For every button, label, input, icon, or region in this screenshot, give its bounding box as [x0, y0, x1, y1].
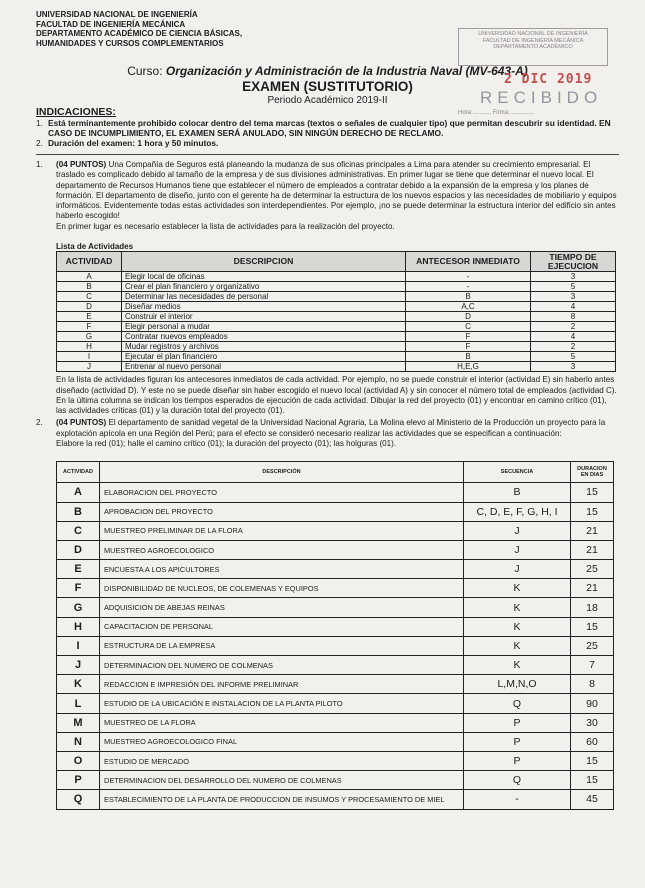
- time-cell: 4: [531, 332, 616, 342]
- time-cell: 2: [531, 342, 616, 352]
- description-cell: ESTUDIO DE MERCADO: [100, 751, 464, 770]
- sequence-cell: J: [464, 521, 571, 540]
- column-header: ACTIVIDAD: [57, 252, 122, 272]
- table-row: [57, 322, 616, 332]
- predecessor-cell: B: [406, 292, 531, 302]
- activity-cell: N: [57, 732, 100, 751]
- duration-cell: 15: [571, 617, 614, 636]
- activity-cell: I: [57, 636, 100, 655]
- question-points: (04 PUNTOS): [56, 160, 107, 169]
- stamp-line: DEPARTAMENTO ACADÉMICO: [493, 44, 573, 50]
- activity-cell: F: [57, 579, 100, 598]
- stamp-recibido: RECIBIDO: [480, 88, 603, 107]
- time-cell: 8: [531, 312, 616, 322]
- sequence-cell: Q: [464, 771, 571, 790]
- question-number: 1.: [36, 160, 43, 169]
- table-row: [57, 312, 616, 322]
- time-cell: 5: [531, 352, 616, 362]
- question-1-explanation: En la lista de actividades figuran los antecesores inmediatos de cada actividad. Por ejemplo, no se puede construir el interior (actividad E) sin haberlo antes diseñado (actividad D). Y este no se puede diseñar sin haber escogido el nuevo local (actividad A) y sin conocer el número total de empleados (actividad C). En la última columna se indican los tiempos esperados de ejecución de cada actividad. Dibujar la red del proyecto (01) y encontrar en camino crítico (01), las actividades críticas (01) y la duración total del proyecto (01).: [56, 375, 617, 416]
- activity-table-1: [56, 251, 616, 372]
- activity-cell: M: [57, 713, 100, 732]
- table-row: [57, 272, 616, 282]
- column-header: DURACION EN DIAS: [571, 462, 614, 483]
- predecessor-cell: C: [406, 322, 531, 332]
- sequence-cell: J: [464, 540, 571, 559]
- activity-list-title: Lista de Actividades: [56, 242, 134, 252]
- activity-cell: H: [57, 617, 100, 636]
- sequence-cell: B: [464, 483, 571, 502]
- description-cell: Entrenar al nuevo personal: [122, 362, 406, 372]
- activity-cell: J: [57, 362, 122, 372]
- table-row: [57, 656, 614, 675]
- activity-table-1-body: [57, 272, 616, 372]
- column-header: DESCRIPCIÓN: [100, 462, 464, 483]
- description-cell: ESTABLECIMIENTO DE LA PLANTA DE PRODUCCION DE INSUMOS Y PROCESAMIENTO DE MIEL: [100, 790, 464, 809]
- table-row: [57, 342, 616, 352]
- duration-cell: 21: [571, 540, 614, 559]
- table-row: [57, 362, 616, 372]
- activity-table-2-body: [57, 483, 614, 809]
- activity-cell: P: [57, 771, 100, 790]
- course-prefix: Curso:: [127, 64, 166, 78]
- time-cell: 2: [531, 322, 616, 332]
- description-cell: ELABORACION DEL PROYECTO: [100, 483, 464, 502]
- activity-cell: E: [57, 560, 100, 579]
- activity-cell: G: [57, 598, 100, 617]
- header-line: UNIVERSIDAD NACIONAL DE INGENIERÍA: [36, 10, 198, 19]
- description-cell: DETERMINACION DEL NUMERO DE COLMENAS: [100, 656, 464, 675]
- table-row: [57, 560, 614, 579]
- table-row: [57, 540, 614, 559]
- description-cell: REDACCION E IMPRESIÓN DEL INFORME PRELIMINAR: [100, 675, 464, 694]
- table-row: [57, 636, 614, 655]
- description-cell: Elegir personal a mudar: [122, 322, 406, 332]
- duration-cell: 15: [571, 483, 614, 502]
- duration-cell: 15: [571, 502, 614, 521]
- question-2: [36, 418, 619, 439]
- table-row: [57, 521, 614, 540]
- duration-cell: 15: [571, 771, 614, 790]
- sequence-cell: K: [464, 579, 571, 598]
- time-cell: 3: [531, 362, 616, 372]
- description-cell: APROBACION DEL PROYECTO: [100, 502, 464, 521]
- table-row: [57, 732, 614, 751]
- question-text: (04 PUNTOS) El departamento de sanidad vegetal de la Universidad Nacional Agraria, La Molina elevo al Ministerio de la Producción un proyecto para la explotación apícola en una Región del Perú; para el efecto se consideró necesario realizar las actividades que se especifican a continuación:: [56, 418, 606, 438]
- sequence-cell: K: [464, 656, 571, 675]
- duration-cell: 60: [571, 732, 614, 751]
- table-row: [57, 352, 616, 362]
- activity-cell: H: [57, 342, 122, 352]
- activity-cell: E: [57, 312, 122, 322]
- table-row: [57, 302, 616, 312]
- sequence-cell: P: [464, 751, 571, 770]
- activity-cell: F: [57, 322, 122, 332]
- duration-cell: 8: [571, 675, 614, 694]
- sequence-cell: Q: [464, 694, 571, 713]
- question-points: (04 PUNTOS): [56, 418, 107, 428]
- column-header: TIEMPO DE EJECUCION: [531, 252, 616, 272]
- sequence-cell: J: [464, 560, 571, 579]
- column-header: ACTIVIDAD: [57, 462, 100, 483]
- duration-cell: 30: [571, 713, 614, 732]
- table-row: [57, 790, 614, 809]
- activity-table-2: [56, 461, 614, 809]
- duration-cell: 45: [571, 790, 614, 809]
- description-cell: Ejecutar el plan financiero: [122, 352, 406, 362]
- time-cell: 3: [531, 272, 616, 282]
- table-row: [57, 579, 614, 598]
- activity-cell: D: [57, 302, 122, 312]
- description-cell: ESTUDIO DE LA UBICACIÓN E INSTALACION DE LA PLANTA PILOTO: [100, 694, 464, 713]
- divider: [36, 154, 619, 155]
- description-cell: Crear el plan financiero y organizativo: [122, 282, 406, 292]
- instruction-text: Duración del examen: 1 hora y 50 minutos.: [48, 138, 219, 148]
- predecessor-cell: -: [406, 282, 531, 292]
- description-cell: Contratar nuevos empleados: [122, 332, 406, 342]
- activity-cell: B: [57, 502, 100, 521]
- table-row: [57, 771, 614, 790]
- duration-cell: 25: [571, 636, 614, 655]
- question-number: 2.: [36, 418, 43, 428]
- sequence-cell: P: [464, 713, 571, 732]
- question-text: (04 PUNTOS) Una Compañía de Seguros está planeando la mudanza de sus oficinas principales a Lima para atender su crecimiento empresarial. El traslado es complicado debido al tamaño de la empresa y de sus divisiones administrativas. En primer lugar se tiene que determinar el nuevo local. El departamento de Recursos Humanos tiene que establecer el número de empleados a contratar debido a la expansión de la empresa y los planes de formación. El departamento de diseño, junto con el gerente ha de determinar la estructura de los nuevos espacios y las necesidades de mobiliario y equipos informáticos. Evidentemente todas estas actividades son interdependientes. Por ejemplo, ¡no se puede determinar la estructura interior del edificio sin antes haberlo escogido!: [56, 160, 617, 221]
- predecessor-cell: A,C: [406, 302, 531, 312]
- instruction-item: 2. Duración del examen: 1 hora y 50 minutos.: [36, 138, 219, 148]
- column-header: ANTECESOR INMEDIATO: [406, 252, 531, 272]
- table-row: [57, 282, 616, 292]
- sequence-cell: C, D, E, F, G, H, I: [464, 502, 571, 521]
- activity-cell: Q: [57, 790, 100, 809]
- description-cell: ESTRUCTURA DE LA EMPRESA: [100, 636, 464, 655]
- header-line: DEPARTAMENTO ACADÉMICO DE CIENCIA BÁSICAS,: [36, 29, 243, 38]
- duration-cell: 21: [571, 521, 614, 540]
- activity-cell: O: [57, 751, 100, 770]
- predecessor-cell: F: [406, 342, 531, 352]
- stamp-line: FACULTAD DE INGENIERÍA MECÁNICA: [482, 37, 584, 44]
- table-row: [57, 598, 614, 617]
- sequence-cell: K: [464, 598, 571, 617]
- predecessor-cell: -: [406, 272, 531, 282]
- description-cell: MUESTREO AGROECOLOGICO: [100, 540, 464, 559]
- received-stamp: [458, 28, 608, 116]
- predecessor-cell: H,E,G: [406, 362, 531, 372]
- sequence-cell: L,M,N,O: [464, 675, 571, 694]
- table-row: [57, 502, 614, 521]
- instructions-list: [36, 118, 619, 148]
- description-cell: MUESTREO AGROECOLOGICO FINAL: [100, 732, 464, 751]
- exam-title: EXAMEN (SUSTITUTORIO): [242, 79, 413, 94]
- predecessor-cell: F: [406, 332, 531, 342]
- duration-cell: 25: [571, 560, 614, 579]
- description-cell: ENCUESTA A LOS APICULTORES: [100, 560, 464, 579]
- activity-cell: L: [57, 694, 100, 713]
- duration-cell: 18: [571, 598, 614, 617]
- description-cell: DISPONIBILIDAD DE NUCLEOS, DE COLEMENAS Y EQUIPOS: [100, 579, 464, 598]
- activity-cell: D: [57, 540, 100, 559]
- stamp-hora-firma: Hora:........... Firma:...............: [458, 110, 535, 116]
- course-name: Organización y Administración de la Industria Naval (MV-643-A): [165, 64, 528, 78]
- duration-cell: 21: [571, 579, 614, 598]
- sequence-cell: K: [464, 617, 571, 636]
- table-row: [57, 292, 616, 302]
- instruction-text: Está terminantemente prohibido colocar dentro del tema marcas (textos o señales de cualquier tipo) que permitan descubrir su identidad. EN CASO DE INCUMPLIMIENTO, EL EXAMEN SERÁ ANULADO, SIN NINGÚN DERECHO DE RECLAMO.: [48, 118, 611, 138]
- table-row: [57, 483, 614, 502]
- question-text-2: En primer lugar es necesario establecer la lista de actividades para la realización del proyecto.: [56, 221, 395, 231]
- activity-cell: C: [57, 521, 100, 540]
- question-2-task: Elabore la red (01); halle el camino crítico (01); la duración del proyecto (01); las holguras (01).: [56, 439, 397, 449]
- time-cell: 4: [531, 302, 616, 312]
- header-line: HUMANIDADES Y CURSOS COMPLEMENTARIOS: [36, 38, 224, 48]
- duration-cell: 15: [571, 751, 614, 770]
- predecessor-cell: D: [406, 312, 531, 322]
- table-row: [57, 332, 616, 342]
- table-row: [57, 751, 614, 770]
- table-row: [57, 694, 614, 713]
- activity-cell: A: [57, 483, 100, 502]
- instruction-item: 1. Está terminantemente prohibido colocar dentro del tema marcas (textos o señales de cualquier tipo) que permitan descubrir su identidad. EN CASO DE INCUMPLIMIENTO, EL EXAMEN SERÁ ANULADO, SIN NINGÚN DERECHO DE RECLAMO.: [36, 118, 619, 138]
- header-line: FACULTAD DE INGENIERÍA MECÁNICA: [36, 19, 186, 29]
- predecessor-cell: B: [406, 352, 531, 362]
- description-cell: CAPACITACION DE PERSONAL: [100, 617, 464, 636]
- activity-cell: A: [57, 272, 122, 282]
- stamp-box: [458, 28, 608, 66]
- description-cell: ADQUISICION DE ABEJAS REINAS: [100, 598, 464, 617]
- description-cell: Determinar las necesidades de personal: [122, 292, 406, 302]
- description-cell: Diseñar medios: [122, 302, 406, 312]
- table-row: [57, 675, 614, 694]
- description-cell: Mudar registros y archivos: [122, 342, 406, 352]
- activity-cell: C: [57, 292, 122, 302]
- activity-cell: B: [57, 282, 122, 292]
- activity-cell: J: [57, 656, 100, 675]
- sequence-cell: P: [464, 732, 571, 751]
- academic-period: Periodo Académico 2019-II: [267, 95, 388, 106]
- time-cell: 3: [531, 292, 616, 302]
- activity-cell: K: [57, 675, 100, 694]
- table-row: [57, 617, 614, 636]
- description-cell: Elegir local de oficinas: [122, 272, 406, 282]
- column-header: SECUENCIA: [464, 462, 571, 483]
- description-cell: DETERMINACION DEL DESARROLLO DEL NUMERO DE COLMENAS: [100, 771, 464, 790]
- activity-cell: I: [57, 352, 122, 362]
- description-cell: Construir el interior: [122, 312, 406, 322]
- stamp-date: 2 DIC 2019: [504, 72, 593, 87]
- table-row: [57, 713, 614, 732]
- duration-cell: 90: [571, 694, 614, 713]
- sequence-cell: K: [464, 636, 571, 655]
- time-cell: 5: [531, 282, 616, 292]
- description-cell: MUESTREO PRELIMINAR DE LA FLORA: [100, 521, 464, 540]
- description-cell: MUESTREO DE LA FLORA: [100, 713, 464, 732]
- sequence-cell: -: [464, 790, 571, 809]
- question-1: [36, 160, 619, 232]
- stamp-line: UNIVERSIDAD NACIONAL DE INGENIERÍA: [478, 31, 588, 37]
- instructions-title: INDICACIONES:: [36, 106, 116, 118]
- column-header: DESCRIPCION: [122, 252, 406, 272]
- duration-cell: 7: [571, 656, 614, 675]
- activity-cell: G: [57, 332, 122, 342]
